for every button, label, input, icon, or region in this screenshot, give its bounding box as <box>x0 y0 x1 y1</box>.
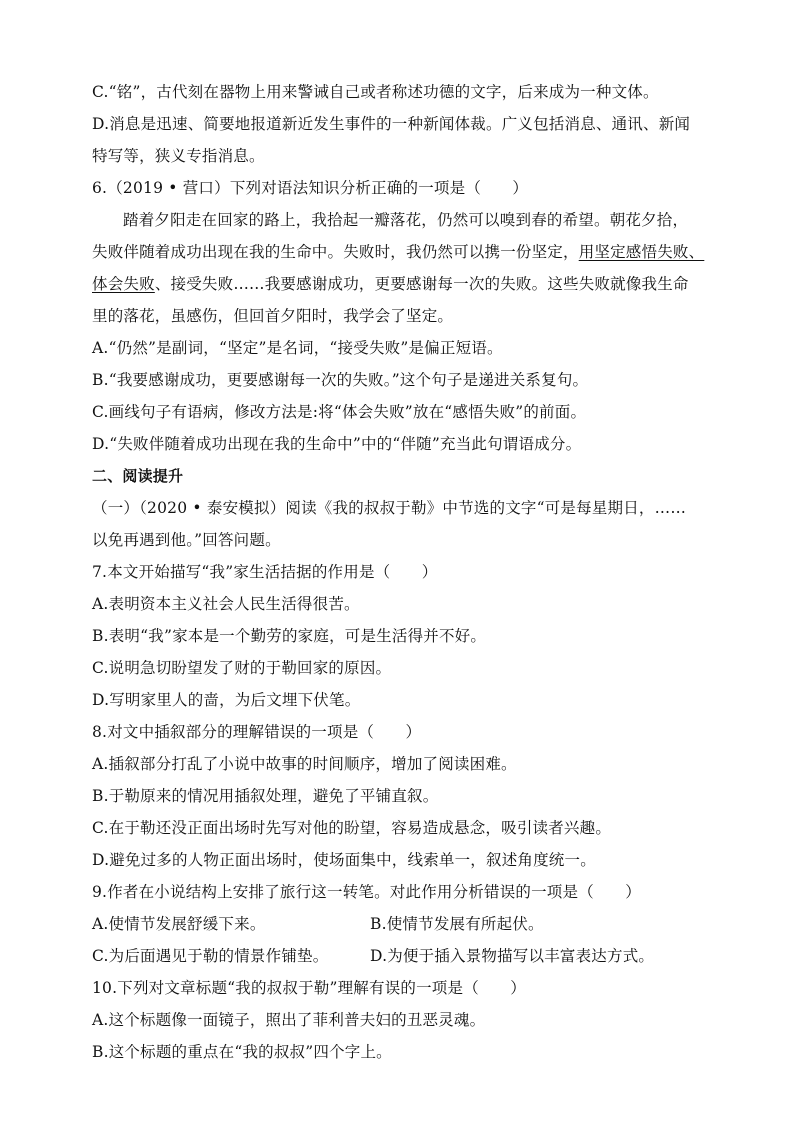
passage-line-2 <box>92 242 734 262</box>
reading-intro-line1: （一）（2020 • 泰安模拟）阅读《我的叔叔于勒》中节选的文字“可是每星期日，…… <box>92 499 687 517</box>
question-9-option-d: D.为便于插入景物描写以丰富表达方式。 <box>370 947 655 965</box>
question-8-option-d: D.避免过多的人物正面出场时，使场面集中，线索单一，叙述角度统一。 <box>92 851 596 869</box>
question-9-options-row2 <box>92 946 734 966</box>
passage-line-3 <box>92 274 734 294</box>
question-7-option-c: C.说明急切盼望发了财的于勒回家的原因。 <box>92 659 392 677</box>
question-9-options-row1 <box>92 914 734 934</box>
option-d-xiaoxi-line1: D.消息是迅速、简要地报道新近发生事件的一种新闻体裁。广义包括消息、通讯、新闻 <box>92 115 691 133</box>
question-6-option-d: D.“失败伴随着成功出现在我的生命中”中的“伴随”充当此句谓语成分。 <box>92 435 582 453</box>
question-9-option-c: C.为后面遇见于勒的情景作铺垫。 <box>92 947 329 965</box>
question-10: 10.下列对文章标题“我的叔叔于勒”理解有误的一项是（ ） <box>92 979 527 997</box>
question-7: 7.本文开始描写“我”家生活拮据的作用是（ ） <box>92 563 438 581</box>
question-6-option-c: C.画线句子有语病，修改方法是:将“体会失败”放在“感悟失败”的前面。 <box>92 403 587 421</box>
question-6-option-b: B.“我要感谢成功，更要感谢每一次的失败。”这个句子是递进关系复句。 <box>92 371 589 389</box>
question-9: 9.作者在小说结构上安排了旅行这一转笔。对此作用分析错误的一项是（ ） <box>92 883 641 901</box>
question-7-option-b: B.表明“我”家本是一个勤劳的家庭，可是生活得并不好。 <box>92 627 487 645</box>
question-8: 8.对文中插叙部分的理解错误的一项是（ ） <box>92 723 422 741</box>
section-heading-reading: 二、阅读提升 <box>92 467 184 485</box>
question-10-option-b: B.这个标题的重点在“我的叔叔”四个字上。 <box>92 1043 392 1061</box>
question-8-option-c: C.在于勒还没正面出场时先写对他的盼望，容易造成悬念，吸引读者兴趣。 <box>92 819 612 837</box>
option-d-xiaoxi-line2: 特写等，狭义专指消息。 <box>92 147 265 165</box>
question-7-option-d: D.写明家里人的啬，为后文埋下伏笔。 <box>92 691 361 709</box>
passage-line-4: 里的落花，虽感伤，但回首夕阳时，我学会了坚定。 <box>92 307 454 325</box>
question-6: 6.（2019 • 营口）下列对语法知识分析正确的一项是（ ） <box>92 179 529 197</box>
passage-line-3-text: 、接受失败……我要感谢成功，更要感谢每一次的失败。这些失败就像我生命 <box>154 275 689 293</box>
reading-intro-line2: 以免再遇到他。”回答问题。 <box>92 531 281 549</box>
underlined-sentence-part2: 体会失败 <box>92 275 155 293</box>
question-8-option-a: A.插叙部分打乱了小说中故事的时间顺序，增加了阅读困难。 <box>92 755 517 773</box>
underlined-sentence-part1: 用坚定感悟失败、 <box>578 243 705 261</box>
question-9-option-a: A.使情节发展舒缓下来。 <box>92 915 266 933</box>
passage-line-2-text: 失败伴随着成功出现在我的生命中。失败时，我仍然可以携一份坚定， <box>92 243 579 261</box>
passage-line-1: 踏着夕阳走在回家的路上，我拾起一瓣落花，仍然可以嗅到春的希望。朝花夕拾， <box>123 211 689 229</box>
option-c-ming: C.“铭”，古代刻在器物上用来警诫自己或者称述功德的文字，后来成为一种文体。 <box>92 83 659 101</box>
question-8-option-b: B.于勒原来的情况用插叙处理，避免了平铺直叙。 <box>92 787 439 805</box>
question-10-option-a: A.这个标题像一面镜子，照出了菲利普夫妇的丑恶灵魂。 <box>92 1011 486 1029</box>
question-6-option-a: A.“仍然”是副词，“坚定”是名词，“接受失败”是偏正短语。 <box>92 339 503 357</box>
question-7-option-a: A.表明资本主义社会人民生活得很苦。 <box>92 595 360 613</box>
question-9-option-b: B.使情节发展有所起伏。 <box>370 915 544 933</box>
